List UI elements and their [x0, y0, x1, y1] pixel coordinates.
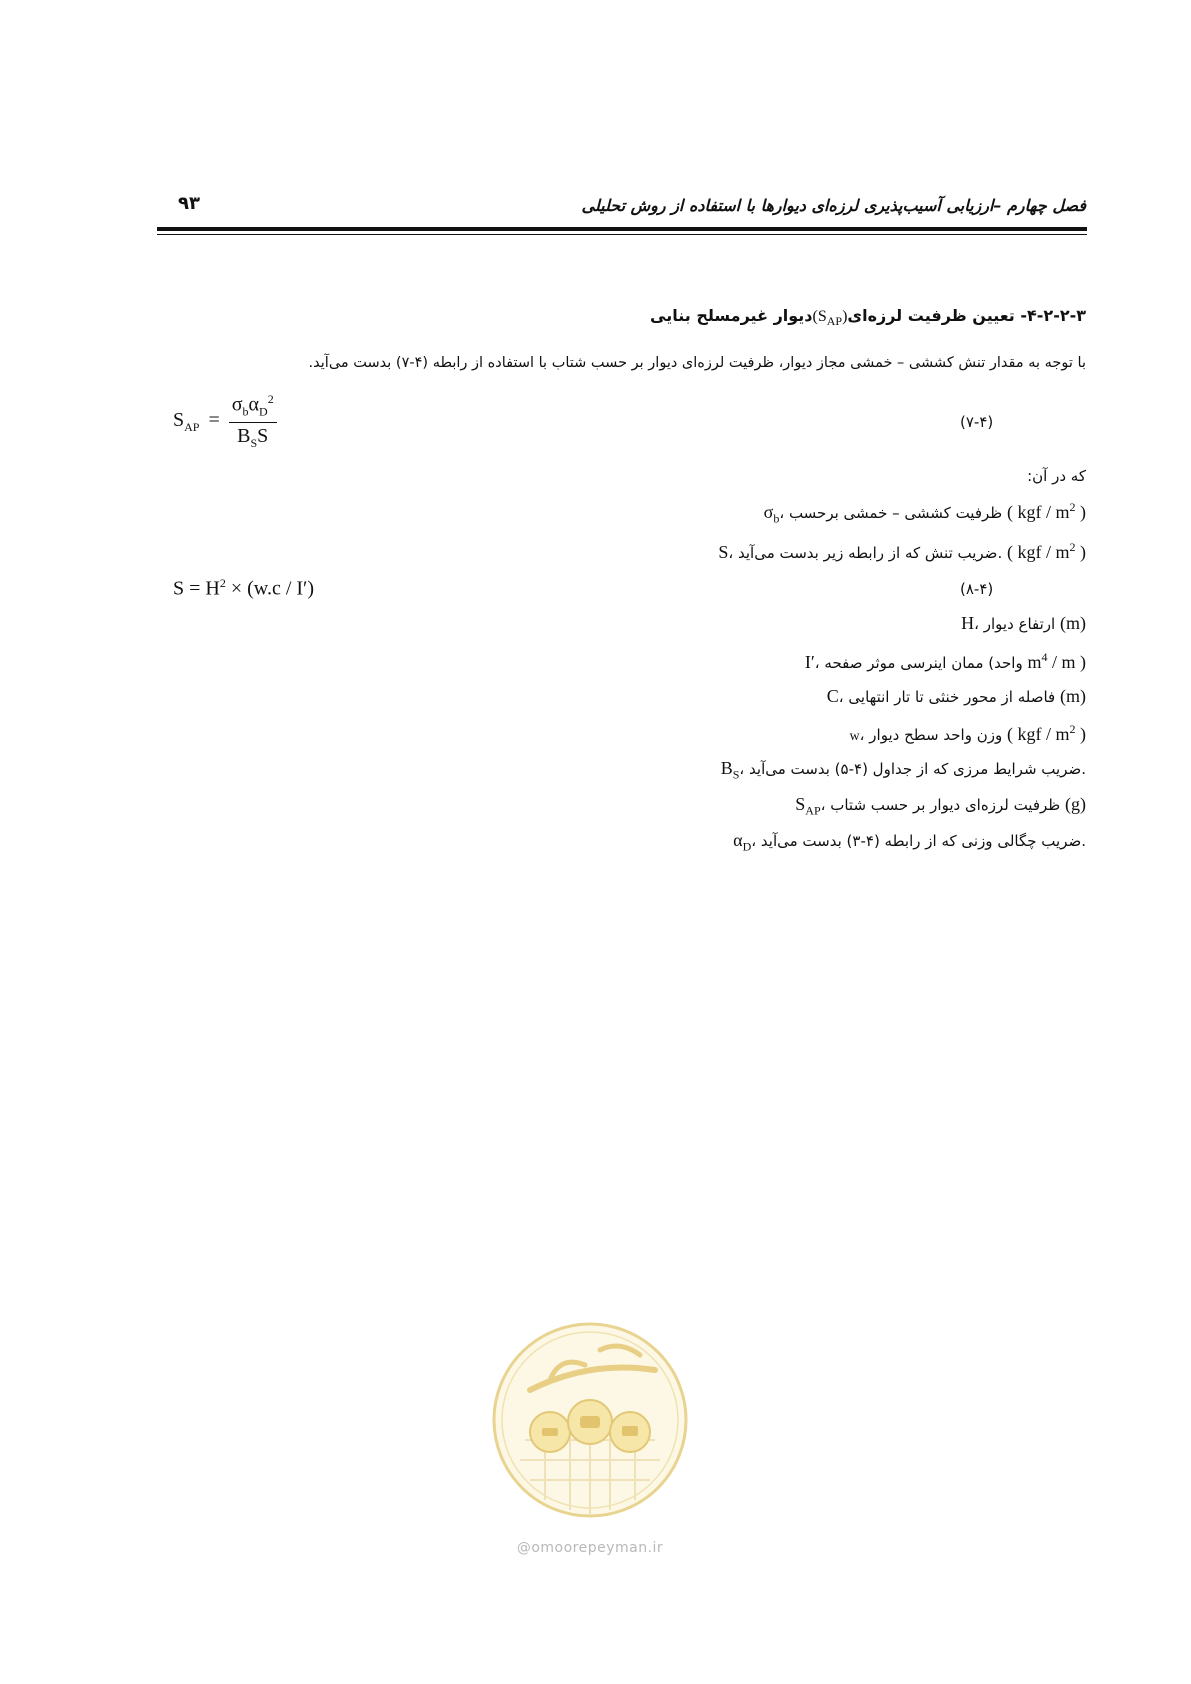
page-number: ۹۳ [178, 193, 200, 214]
definition-c: C، فاصله از محور خنثی تا تار انتهایی (m) [826, 686, 1086, 706]
definition-w: w، وزن واحد سطح دیوار ( kgf / $m^2$ ) [849, 722, 1086, 744]
definition-sigma-b: $\sigma_b،$ ظرفیت کششی – خمشی برحسب ( kgf / $m^2$ ) [763, 500, 1086, 526]
intro-paragraph: با توجه به مقدار تنش کششی – خمشی مجاز دیوار، ظرفیت لرزه‌ای دیوار بر حسب شتاب با استفاده از رابطه (۴-۷) بدست می‌آید. [308, 355, 1086, 371]
definition-h: H، ارتفاع دیوار (m) [961, 613, 1086, 633]
heading-symbol: $(S_{AP})$ [812, 308, 848, 329]
definition-s: S، ضریب تنش که از رابطه زیر بدست می‌آید. ( kgf / $m^2$ ) [718, 540, 1086, 562]
heading-text: تعیین ظرفیت لرزه‌ای [847, 306, 1015, 325]
equation-stress-coefficient: $S = H^2 \times (w.c / I')$ [173, 576, 315, 600]
section-heading [650, 306, 1086, 329]
equation-label-7-4: (۷-۴) [960, 413, 994, 431]
definition-bs: $B_S،$ ضریب شرایط مرزی که از جداول (۴-۵) بدست می‌آید. [720, 758, 1086, 782]
equation-seismic-capacity: $S_{AP}$ = $\frac{\sigma_b\alpha_D^2}{B_SS}$ [173, 392, 277, 451]
equation-fraction: $\frac{\sigma_b\alpha_D^2}{B_SS}$ [229, 392, 277, 451]
running-header-title: فصل چهارم –ارزیابی آسیب‌پذیری لرزه‌ای دیوارها با استفاده از روش تحلیلی [581, 196, 1086, 215]
header-rule-thick [157, 227, 1087, 231]
watermark-url: @omoorepeyman.ir [516, 1540, 664, 1556]
equation-label-8-4: (۸-۴) [960, 580, 994, 598]
header-rule-thin [157, 234, 1087, 235]
definition-sap: $S_{AP}،$ ظرفیت لرزه‌ای دیوار بر حسب شتاب (g) [795, 794, 1086, 818]
definition-alpha-d: $\alpha_D،$ ضریب چگالی وزنی که از رابطه (۴-۳) بدست می‌آید. [733, 830, 1086, 854]
watermark-logo [490, 1320, 690, 1520]
heading-number: ۴-۲-۲-۳- [1020, 306, 1086, 325]
where-label: که در آن: [1027, 467, 1086, 485]
heading-tail: دیوار غیرمسلح بنایی [650, 306, 813, 325]
definition-i-prime: I′، ممان اینرسی موثر صفحه (واحد $m^4$ / m ) [804, 650, 1086, 672]
